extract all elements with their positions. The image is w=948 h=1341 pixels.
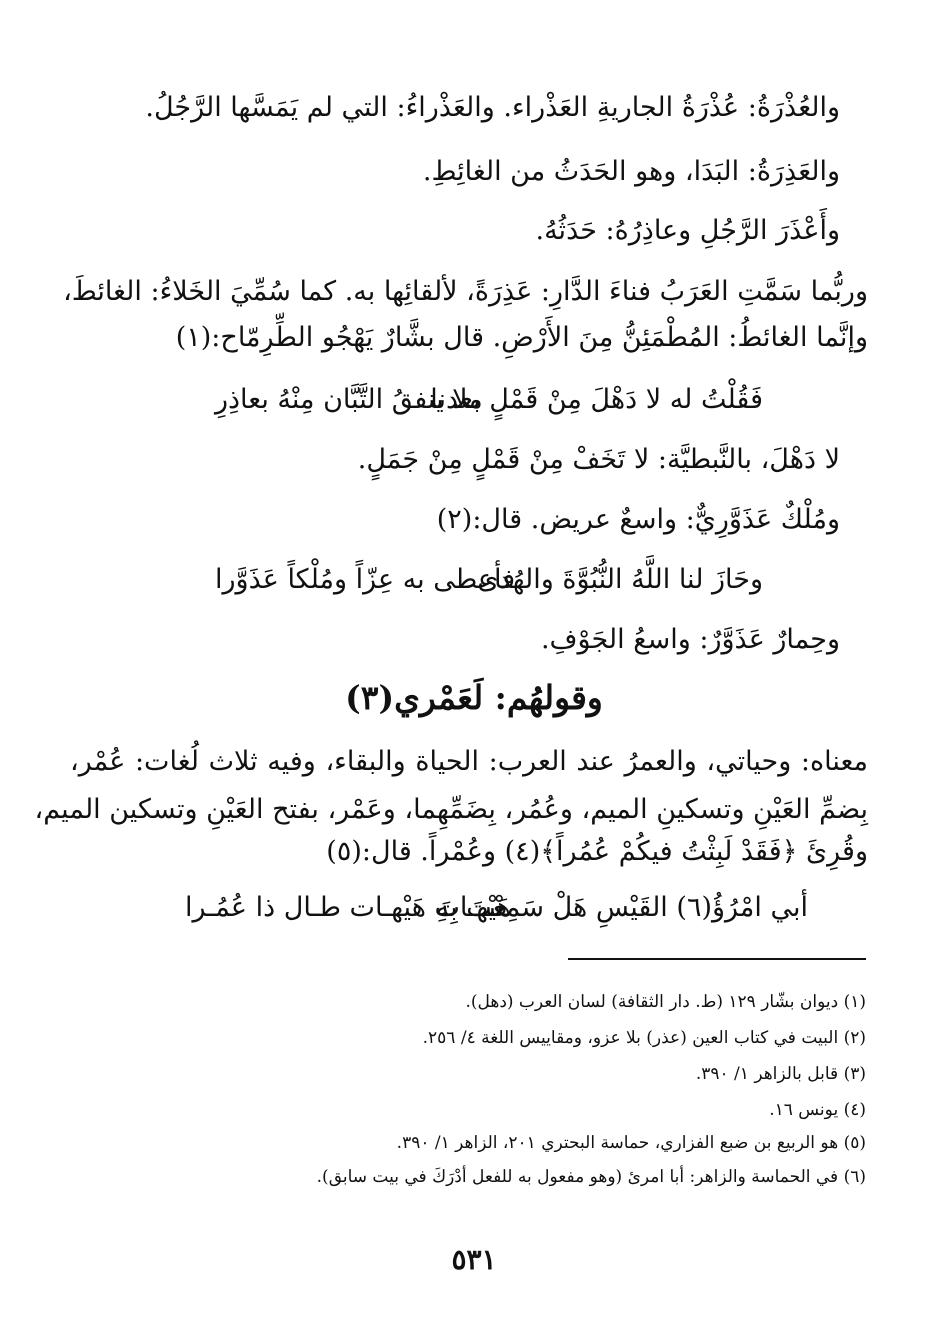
body-line-5: وإنَّما الغائطُ: المُطْمَئِنُّ مِنَ الأَرْضِ. قال بشَّارٌ يَهْجُو الطِّرِمّاح:(١) — [175, 322, 868, 353]
verse-2-second-hemistich: فأعطى به عِزّاً ومُلْكاً عَذَوَّرا — [215, 564, 516, 595]
verse-1-second-hemistich: ملا ينفقُ التَّبَّان مِنْهُ بعاذِرِ — [215, 384, 483, 415]
verse-3-second-hemistich: هَيْهـاتَ هَيْهـات طـال ذا عُمُـرا — [185, 892, 511, 923]
body-line-6: لا دَهْلَ، بالنَّبطيَّة: لا تَخَفْ مِنْ قَمْلٍ مِنْ جَمَلٍ. — [357, 444, 840, 475]
footnote-5: (٥) هو الربيع بن ضبع الفزاري، حماسة البحتري ٢٠١، الزاهر ١/ ٣٩٠. — [396, 1133, 866, 1153]
body-line-7: ومُلْكٌ عَذَوَّرِيٌّ: واسعٌ عريض. قال:(٢) — [436, 504, 840, 535]
body-line-4: وربُّما سَمَّتِ العَرَبُ فناءَ الدَّارِ: عَذِرَةً، لألقائِها به. كما سُمِّيَ الخَلاءُ: الغائطَ، — [63, 276, 868, 307]
footnote-separator — [568, 958, 866, 960]
footnote-4: (٤) يونس ١٦. — [769, 1100, 866, 1120]
footnote-3: (٣) قابل بالزاهر ١/ ٣٩٠. — [695, 1064, 866, 1084]
body-line-2: والعَذِرَةُ: البَدَا، وهو الحَدَثُ من الغائِطِ. — [422, 156, 840, 187]
section-line-1: معناه: وحياتي، والعمرُ عند العرب: الحياة والبقاء، وفيه ثلاث لُغات: عُمْر، — [70, 746, 868, 777]
footnote-2: (٢) البيت في كتاب العين (عذر) بلا عزو، ومقاييس اللغة ٤/ ٢٥٦. — [422, 1028, 866, 1048]
page-number: ٥٣١ — [451, 1243, 497, 1276]
section-line-2: بِضمِّ العَيْنِ وتسكينِ الميم، وعُمُر، بِضَمِّهِما، وعَمْر، بفتح العَيْنِ وتسكين الميم، — [34, 794, 868, 825]
verse-2-first-hemistich: وحَازَ لنا اللَّهُ النُّبُوَّةَ والهُدى — [477, 564, 763, 595]
section-heading: وقولهُم: لَعَمْري(٣) — [345, 678, 603, 717]
body-line-8: وحِمارٌ عَذَوَّرٌ: واسعُ الجَوْفِ. — [540, 624, 840, 655]
footnote-6: (٦) في الحماسة والزاهر: أبا امرئ (وهو مفعول به للفعل أدْرَكَ في بيت سابق). — [316, 1167, 866, 1187]
body-line-3: وأَعْذَرَ الرَّجُلِ وعاذِرُهُ: حَدَثُهُ. — [535, 215, 840, 246]
section-line-3: وقُرِئَ ﴿فَقَدْ لَبِثْتُ فيكُمْ عُمُراً﴾(٤) وعُمْراً. قال:(٥) — [326, 836, 868, 867]
verse-1-first-hemistich: فَقُلْتُ له لا دَهْلَ مِنْ قَمْلٍ بعدنا — [430, 384, 763, 415]
footnote-1: (١) ديوان بشّار ١٢٩ (ط. دار الثقافة) لسان العرب (دهل). — [465, 992, 866, 1012]
verse-3-first-hemistich: أبي امْرُؤُ(٦) القَيْسِ هَلْ سَمِعْتَ بِهِ — [435, 892, 808, 923]
body-line-1: والعُذْرَةُ: عُذْرَةُ الجاريةِ العَذْراء. والعَذْراءُ: التي لم يَمَسَّها الرَّجُلُ. — [145, 92, 840, 123]
